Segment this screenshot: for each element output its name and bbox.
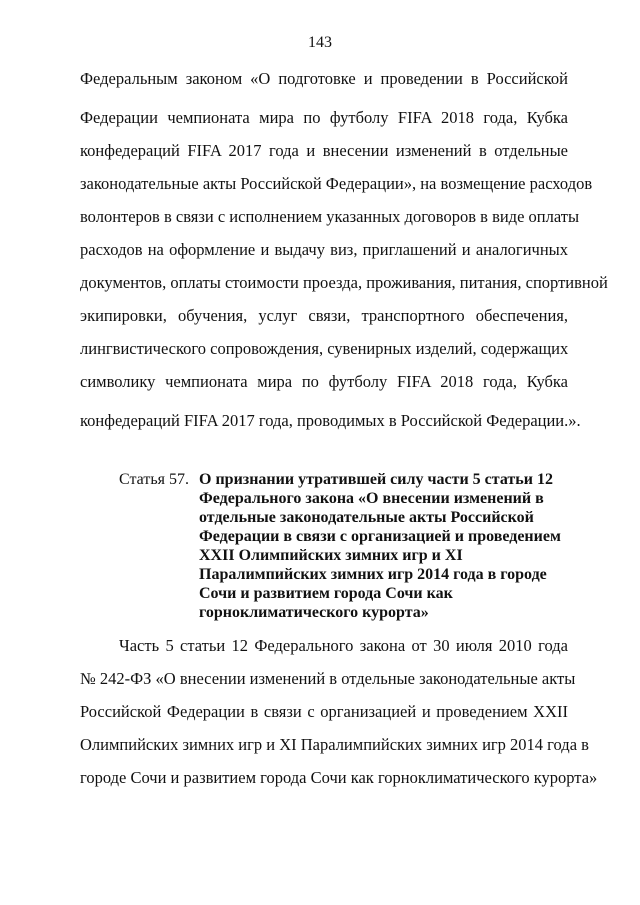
text-line: символику чемпионата мира по футболу FIFA 2018 года, Кубка: [80, 372, 568, 391]
article-title-line: Федерации в связи с организацией и проведением: [199, 528, 561, 545]
text-line: конфедераций FIFA 2017 года и внесении изменений в отдельные: [80, 141, 568, 160]
text-line: Российской Федерации в связи с организацией и проведением XXII: [80, 702, 568, 721]
article-title-line: XXII Олимпийских зимних игр и XI: [199, 547, 463, 564]
article-number: Статья 57.: [119, 471, 189, 488]
text-line: городе Сочи и развитием города Сочи как горноклиматического курорта»: [80, 768, 598, 787]
text-line: законодательные акты Российской Федерации», на возмещение расходов: [80, 174, 593, 193]
text-line: № 242-ФЗ «О внесении изменений в отдельные законодательные акты: [80, 669, 576, 688]
text-line: Федерации чемпионата мира по футболу FIFA 2018 года, Кубка: [80, 108, 568, 127]
article-title-line: горноклиматического курорта»: [199, 604, 429, 621]
text-line: Олимпийских зимних игр и XI Паралимпийских зимних игр 2014 года в: [80, 735, 589, 754]
text-line: волонтеров в связи с исполнением указанных договоров в виде оплаты: [80, 207, 580, 226]
article-title-line: Паралимпийских зимних игр 2014 года в городе: [199, 566, 547, 583]
article-title-line: отдельные законодательные акты Российской: [199, 509, 534, 526]
text-line: расходов на оформление и выдачу виз, приглашений и аналогичных: [80, 240, 568, 259]
text-line: конфедераций FIFA 2017 года, проводимых в Российской Федерации.».: [80, 411, 581, 430]
article-title-line: О признании утратившей силу части 5 статьи 12: [199, 471, 553, 488]
article-title-line: Сочи и развитием города Сочи как: [199, 585, 453, 602]
page-number: 143: [308, 34, 332, 51]
text-line: экипировки, обучения, услуг связи, транспортного обеспечения,: [80, 306, 568, 325]
text-line: документов, оплаты стоимости проезда, проживания, питания, спортивной: [80, 273, 608, 292]
text-line: лингвистического сопровождения, сувенирных изделий, содержащих: [80, 339, 569, 358]
text-line: Федеральным законом «О подготовке и проведении в Российской: [80, 69, 568, 88]
article-title-line: Федерального закона «О внесении изменений в: [199, 490, 544, 507]
text-line: Часть 5 статьи 12 Федерального закона от 30 июля 2010 года: [119, 636, 568, 655]
